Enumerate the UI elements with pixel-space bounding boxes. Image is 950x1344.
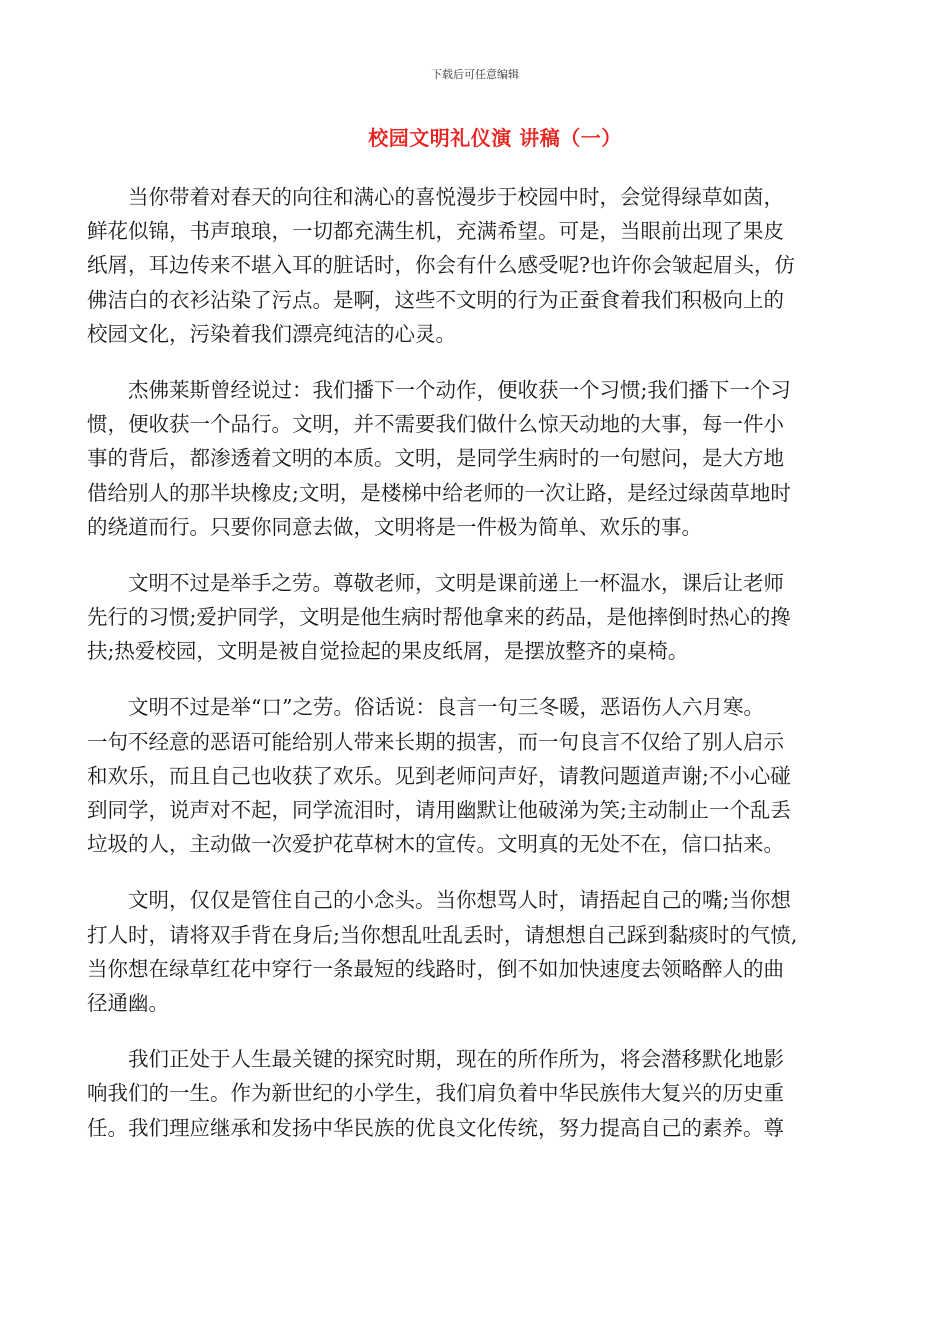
text-line: 文明不过是举手之劳。尊敬老师，文明是课前递上一杯温水，课后让老师 bbox=[87, 570, 784, 595]
paragraph bbox=[87, 373, 865, 544]
text-line: 惯，便收获一个品行。文明，并不需要我们做什么惊天动地的大事，每一件小 bbox=[87, 412, 784, 437]
text-line: 径通幽。 bbox=[87, 990, 169, 1015]
text-line: 当你想在绿草红花中穿行一条最短的线路时，倒不如加快速度去领略醉人的曲 bbox=[87, 956, 784, 981]
paragraph bbox=[87, 180, 865, 351]
text-line: 文明，仅仅是管住自己的小念头。当你想骂人时，请捂起自己的嘴;当你想 bbox=[87, 888, 791, 913]
header-note: 下载后可任意编辑 bbox=[431, 68, 519, 81]
text-line: 佛洁白的衣衫沾染了污点。是啊，这些不文明的行为正蚕食着我们积极向上的 bbox=[87, 287, 784, 312]
text-line: 校园文化，污染着我们漂亮纯洁的心灵。 bbox=[87, 321, 456, 346]
document-title: 校园文明礼仪演 讲稿（一） bbox=[368, 126, 622, 150]
text-line: 鲜花似锦，书声琅琅，一切都充满生机，充满希望。可是，当眼前出现了果皮 bbox=[87, 219, 784, 244]
text-line: 垃圾的人，主动做一次爱护花草树木的宣传。文明真的无处不在，信口拈来。 bbox=[87, 832, 784, 857]
paragraph bbox=[87, 1042, 865, 1145]
text-line: 借给别人的那半块橡皮;文明，是楼梯中给老师的一次让路，是经过绿茵草地时 bbox=[87, 480, 791, 505]
text-line: 先行的习惯;爱护同学，文明是他生病时帮他拿来的药品，是他摔倒时热心的搀 bbox=[87, 605, 791, 630]
text-line: 杰佛莱斯曾经说过：我们播下一个动作，便收获一个习惯;我们播下一个习 bbox=[87, 377, 791, 402]
text-line: 和欢乐，而且自己也收获了欢乐。见到老师问声好，请教问题道声谢;不小心碰 bbox=[87, 763, 791, 788]
text-line: 任。我们理应继承和发扬中华民族的优良文化传统，努力提高自己的素养。尊 bbox=[87, 1115, 784, 1140]
text-line: 打人时，请将双手背在身后;当你想乱吐乱丢时，请想想自己踩到黏痰时的气愤, bbox=[87, 922, 798, 947]
text-line: 事的背后，都渗透着文明的本质。文明，是同学生病时的一句慰问，是大方地 bbox=[87, 446, 784, 471]
text-line: 我们正处于人生最关键的探究时期，现在的所作所为，将会潜移默化地影 bbox=[87, 1047, 784, 1072]
text-line: 纸屑，耳边传来不堪入耳的脏话时，你会有什么感受呢?也许你会皱起眉头，仿 bbox=[87, 253, 795, 278]
document-body bbox=[87, 180, 865, 1167]
text-line: 当你带着对春天的向往和满心的喜悦漫步于校园中时，会觉得绿草如茵， bbox=[87, 185, 784, 209]
text-line: 到同学，说声对不起，同学流泪时，请用幽默让他破涕为笑;主动制止一个乱丢 bbox=[87, 798, 791, 822]
text-line: 文明不过是举“口”之劳。俗话说：良言一句三冬暖，恶语伤人六月寒。 bbox=[87, 695, 764, 720]
paragraph bbox=[87, 883, 865, 1020]
text-line: 的绕道而行。只要你同意去做，文明将是一件极为简单、欢乐的事。 bbox=[87, 514, 702, 539]
text-line: 扶;热爱校园，文明是被自觉捡起的果皮纸屑，是摆放整齐的桌椅。 bbox=[87, 639, 689, 664]
text-line: 响我们的一生。作为新世纪的小学生，我们肩负着中华民族伟大复兴的历史重 bbox=[87, 1081, 784, 1106]
text-line: 一句不经意的恶语可能给别人带来长期的损害，而一句良言不仅给了别人启示 bbox=[87, 729, 784, 754]
paragraph bbox=[87, 690, 865, 861]
paragraph bbox=[87, 566, 865, 669]
